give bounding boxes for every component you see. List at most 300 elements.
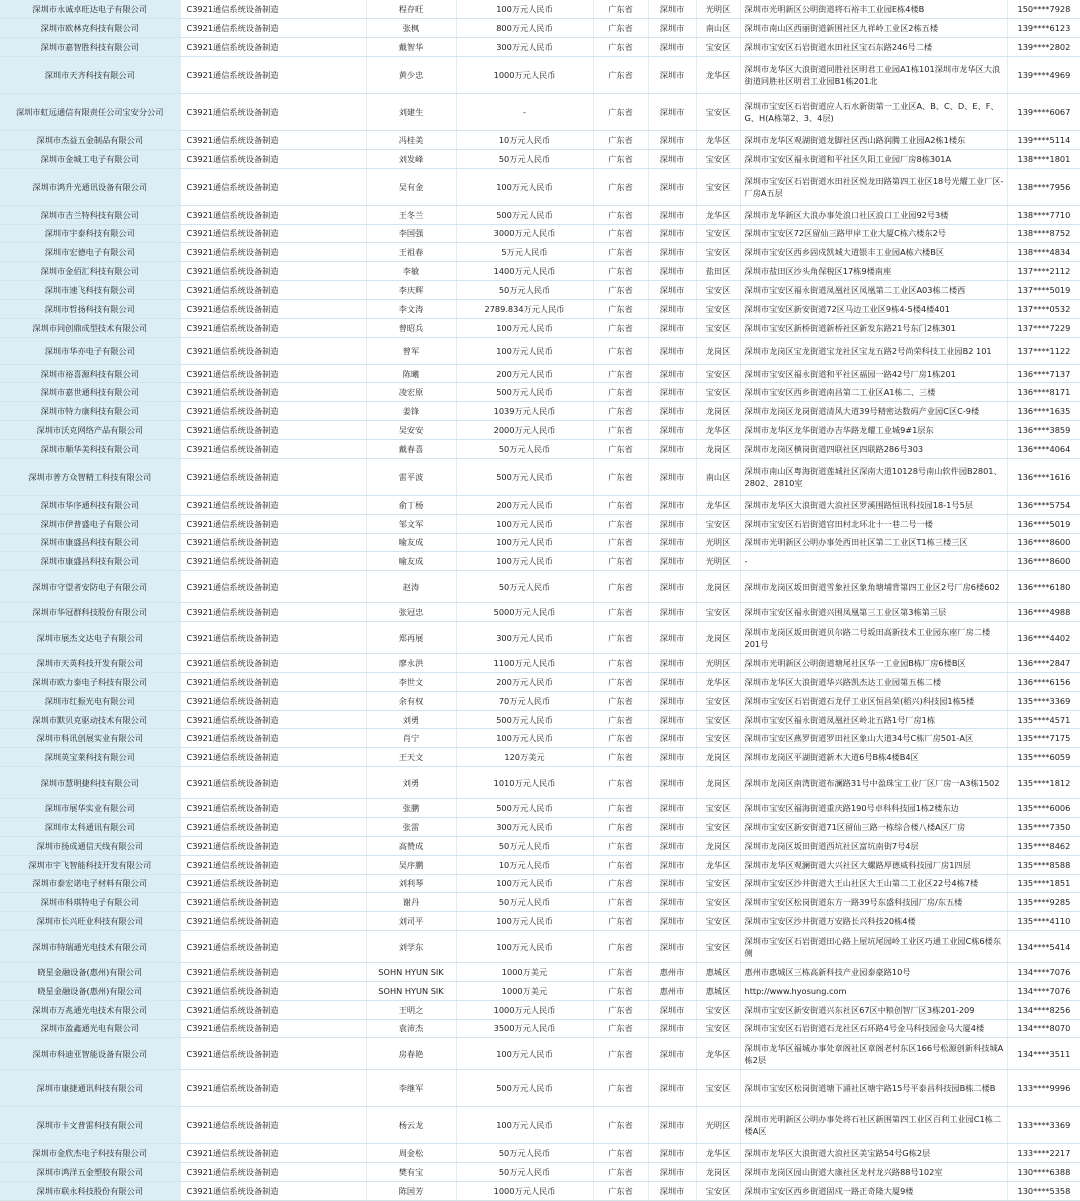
cell-district: 宝安区 — [696, 874, 740, 893]
cell-company: 深圳市金佰汇科技有限公司 — [0, 262, 180, 281]
cell-capital: 1000万元人民币 — [456, 1182, 593, 1201]
cell-company: 深圳市太科通讯有限公司 — [0, 817, 180, 836]
cell-company: 深圳市康盛昌科技有限公司 — [0, 533, 180, 552]
cell-capital: - — [456, 94, 593, 131]
cell-phone: 136****6180 — [1007, 571, 1080, 603]
cell-person: 袁沛杰 — [366, 1019, 456, 1038]
cell-city: 深圳市 — [648, 19, 696, 38]
table-row — [0, 402, 1080, 421]
cell-capital: 100万元人民币 — [456, 912, 593, 931]
cell-person: 刘勇 — [366, 710, 456, 729]
cell-phone: 136****8171 — [1007, 383, 1080, 402]
cell-city: 深圳市 — [648, 691, 696, 710]
cell-industry: C3921通信系统设备制造 — [180, 299, 366, 318]
cell-industry: C3921通信系统设备制造 — [180, 364, 366, 383]
cell-capital: 50万元人民币 — [456, 836, 593, 855]
cell-phone: 150****7928 — [1007, 0, 1080, 19]
cell-address: 深圳市龙华区龙华街道办吉华路龙耀工业城9#1层东 — [740, 421, 1007, 440]
table-row — [0, 299, 1080, 318]
table-row — [0, 552, 1080, 571]
cell-province: 广东省 — [593, 364, 648, 383]
cell-capital: 50万元人民币 — [456, 571, 593, 603]
cell-capital: 100万元人民币 — [456, 552, 593, 571]
cell-phone: 134****3511 — [1007, 1038, 1080, 1070]
table-row — [0, 767, 1080, 799]
cell-industry: C3921通信系统设备制造 — [180, 855, 366, 874]
table-row — [0, 262, 1080, 281]
cell-company: 深圳市杰益五金制品有限公司 — [0, 131, 180, 150]
cell-district: 惠城区 — [696, 981, 740, 1000]
cell-phone: 135****6006 — [1007, 799, 1080, 818]
cell-address: 深圳市宝安区新安街道71区留仙三路一栋综合楼八楼A区厂房 — [740, 817, 1007, 836]
cell-capital: 100万元人民币 — [456, 931, 593, 963]
cell-address: 深圳市宝安区福永街道凤凰社区岭北五路1号厂房1栋 — [740, 710, 1007, 729]
cell-industry: C3921通信系统设备制造 — [180, 337, 366, 364]
cell-person: 程存旺 — [366, 0, 456, 19]
cell-city: 深圳市 — [648, 168, 696, 205]
cell-city: 深圳市 — [648, 1038, 696, 1070]
cell-city: 深圳市 — [648, 402, 696, 421]
cell-province: 广东省 — [593, 691, 648, 710]
cell-district: 宝安区 — [696, 931, 740, 963]
cell-phone: 136****7137 — [1007, 364, 1080, 383]
cell-person: 刘学东 — [366, 931, 456, 963]
table-row — [0, 514, 1080, 533]
cell-company: 深圳市守望者安防电子有限公司 — [0, 571, 180, 603]
cell-district: 龙华区 — [696, 672, 740, 691]
cell-city: 深圳市 — [648, 57, 696, 94]
cell-district: 宝安区 — [696, 364, 740, 383]
cell-city: 深圳市 — [648, 149, 696, 168]
cell-person: 刘勇 — [366, 767, 456, 799]
cell-address: 深圳市宝安区石岩街道水田社区悦龙田路第四工业区18号光耀工业厂区-厂房A五层 — [740, 168, 1007, 205]
cell-person: 戴智华 — [366, 38, 456, 57]
cell-district: 龙岗区 — [696, 748, 740, 767]
cell-person: 李世文 — [366, 672, 456, 691]
cell-capital: 2789.834万元人民币 — [456, 299, 593, 318]
cell-city: 深圳市 — [648, 421, 696, 440]
cell-district: 龙华区 — [696, 1144, 740, 1163]
cell-industry: C3921通信系统设备制造 — [180, 281, 366, 300]
table-row — [0, 168, 1080, 205]
table-row — [0, 729, 1080, 748]
table-row — [0, 131, 1080, 150]
cell-company: 晓星金融设备(惠州)有限公司 — [0, 963, 180, 982]
cell-phone: 136****2847 — [1007, 654, 1080, 673]
table-row — [0, 205, 1080, 224]
cell-district: 龙华区 — [696, 421, 740, 440]
cell-address: 深圳市宝安区西乡街道固戍一路正奇隆大厦9楼 — [740, 1182, 1007, 1201]
cell-city: 深圳市 — [648, 205, 696, 224]
cell-person: 黄少忠 — [366, 57, 456, 94]
cell-address: 深圳市宝安区松岗街道塘下涌社区塘宇路15号平泰昌科技园B栋二楼B — [740, 1070, 1007, 1107]
cell-person: SOHN HYUN SIK — [366, 981, 456, 1000]
cell-district: 宝安区 — [696, 912, 740, 931]
table-row — [0, 1144, 1080, 1163]
table-row — [0, 458, 1080, 495]
cell-phone: 134****7076 — [1007, 981, 1080, 1000]
table-row — [0, 931, 1080, 963]
cell-capital: 2000万元人民币 — [456, 421, 593, 440]
cell-person: 喻友成 — [366, 552, 456, 571]
cell-address: 深圳市龙岗区横岗街道四联社区四联路286号303 — [740, 440, 1007, 459]
cell-province: 广东省 — [593, 874, 648, 893]
cell-capital: 200万元人民币 — [456, 495, 593, 514]
cell-address: 深圳市宝安区福永街道和平社区福园一路42号厂房1栋201 — [740, 364, 1007, 383]
cell-person: 王祖春 — [366, 243, 456, 262]
table-row — [0, 1038, 1080, 1070]
cell-address: 深圳市南山区粤海街道莲城社区深南大道10128号南山软件园B2801、2802、2810室 — [740, 458, 1007, 495]
table-row — [0, 1070, 1080, 1107]
cell-district: 龙岗区 — [696, 1163, 740, 1182]
cell-province: 广东省 — [593, 421, 648, 440]
table-row — [0, 224, 1080, 243]
table-row — [0, 893, 1080, 912]
cell-capital: 50万元人民币 — [456, 281, 593, 300]
cell-person: 周金松 — [366, 1144, 456, 1163]
table-row — [0, 981, 1080, 1000]
cell-industry: C3921通信系统设备制造 — [180, 571, 366, 603]
cell-address: 深圳市龙华区观湖街道龙脚社区西山路润腾工业园A2栋1楼东 — [740, 131, 1007, 150]
cell-address: 深圳市龙华区大浪街道大浪社区罗溪围路恒讯科技园18-1号5层 — [740, 495, 1007, 514]
cell-company: 深圳市盈鑫通光电有限公司 — [0, 1019, 180, 1038]
cell-district: 光明区 — [696, 1107, 740, 1144]
cell-phone: 139****4969 — [1007, 57, 1080, 94]
cell-industry: C3921通信系统设备制造 — [180, 729, 366, 748]
cell-district: 龙华区 — [696, 1038, 740, 1070]
cell-capital: 10万元人民币 — [456, 855, 593, 874]
cell-phone: 135****1851 — [1007, 874, 1080, 893]
cell-person: 高赞成 — [366, 836, 456, 855]
cell-phone: 136****1616 — [1007, 458, 1080, 495]
cell-capital: 500万元人民币 — [456, 205, 593, 224]
cell-person: 凌宏原 — [366, 383, 456, 402]
cell-city: 深圳市 — [648, 1182, 696, 1201]
table-row — [0, 149, 1080, 168]
cell-company: 深圳市欧林克科技有限公司 — [0, 19, 180, 38]
cell-phone: 135****4110 — [1007, 912, 1080, 931]
cell-industry: C3921通信系统设备制造 — [180, 1000, 366, 1019]
cell-district: 南山区 — [696, 19, 740, 38]
cell-address: http://www.hyosung.com — [740, 981, 1007, 1000]
cell-province: 广东省 — [593, 571, 648, 603]
cell-city: 深圳市 — [648, 571, 696, 603]
cell-city: 深圳市 — [648, 337, 696, 364]
cell-province: 广东省 — [593, 963, 648, 982]
cell-capital: 1039万元人民币 — [456, 402, 593, 421]
cell-phone: 130****5358 — [1007, 1182, 1080, 1201]
table-row — [0, 710, 1080, 729]
cell-city: 深圳市 — [648, 767, 696, 799]
cell-industry: C3921通信系统设备制造 — [180, 1107, 366, 1144]
cell-industry: C3921通信系统设备制造 — [180, 421, 366, 440]
table-row — [0, 672, 1080, 691]
cell-city: 惠州市 — [648, 981, 696, 1000]
cell-address: 惠州市惠城区三栋高新科技产业园泰豪路10号 — [740, 963, 1007, 982]
cell-district: 光明区 — [696, 533, 740, 552]
cell-industry: C3921通信系统设备制造 — [180, 440, 366, 459]
cell-district: 光明区 — [696, 0, 740, 19]
cell-person: 王冬兰 — [366, 205, 456, 224]
cell-industry: C3921通信系统设备制造 — [180, 622, 366, 654]
cell-person: 雷平波 — [366, 458, 456, 495]
cell-company: 深圳市红振光电有限公司 — [0, 691, 180, 710]
table-row — [0, 691, 1080, 710]
cell-capital: 1010万元人民币 — [456, 767, 593, 799]
table-row — [0, 855, 1080, 874]
cell-address: 深圳市龙岗区坂田街道西坑社区富坑南街7号4层 — [740, 836, 1007, 855]
cell-address: 深圳市宝安区燕罗街道罗田社区象山大道34号C栋厂房501-A区 — [740, 729, 1007, 748]
cell-address: 深圳市宝安区福永街道兴围凤凰第三工业区第3栋第三层 — [740, 603, 1007, 622]
table-row — [0, 421, 1080, 440]
cell-city: 深圳市 — [648, 299, 696, 318]
cell-industry: C3921通信系统设备制造 — [180, 262, 366, 281]
cell-district: 宝安区 — [696, 281, 740, 300]
cell-person: 吴序鹏 — [366, 855, 456, 874]
cell-address: 深圳市龙岗区坂田街道贝尔路二号坂田高新技术工业园东座厂房二楼201号 — [740, 622, 1007, 654]
cell-city: 深圳市 — [648, 383, 696, 402]
cell-capital: 100万元人民币 — [456, 318, 593, 337]
cell-phone: 138****4834 — [1007, 243, 1080, 262]
cell-person: 房春艳 — [366, 1038, 456, 1070]
cell-person: 姜锋 — [366, 402, 456, 421]
cell-district: 宝安区 — [696, 299, 740, 318]
cell-district: 宝安区 — [696, 94, 740, 131]
cell-city: 深圳市 — [648, 799, 696, 818]
cell-person: 李国强 — [366, 224, 456, 243]
cell-industry: C3921通信系统设备制造 — [180, 912, 366, 931]
cell-district: 宝安区 — [696, 817, 740, 836]
cell-district: 宝安区 — [696, 149, 740, 168]
cell-industry: C3921通信系统设备制造 — [180, 205, 366, 224]
cell-person: 肖宁 — [366, 729, 456, 748]
cell-province: 广东省 — [593, 1070, 648, 1107]
cell-capital: 100万元人民币 — [456, 337, 593, 364]
cell-industry: C3921通信系统设备制造 — [180, 1019, 366, 1038]
cell-company: 深圳市科讯创展实业有限公司 — [0, 729, 180, 748]
cell-city: 深圳市 — [648, 672, 696, 691]
cell-phone: 135****4571 — [1007, 710, 1080, 729]
cell-city: 深圳市 — [648, 0, 696, 19]
cell-address: 深圳市光明新区公明办事处西田社区第二工业区T1栋三楼三区 — [740, 533, 1007, 552]
cell-industry: C3921通信系统设备制造 — [180, 1144, 366, 1163]
cell-phone: 138****7710 — [1007, 205, 1080, 224]
cell-person: 张枫 — [366, 19, 456, 38]
cell-person: 刘利琴 — [366, 874, 456, 893]
cell-district: 龙岗区 — [696, 402, 740, 421]
cell-district: 宝安区 — [696, 799, 740, 818]
cell-address: 深圳市龙华区大浪街道大浪社区美宝路54号G栋2层 — [740, 1144, 1007, 1163]
table-row — [0, 495, 1080, 514]
cell-capital: 100万元人民币 — [456, 514, 593, 533]
cell-company: 深圳市扬成通信天线有限公司 — [0, 836, 180, 855]
cell-district: 宝安区 — [696, 168, 740, 205]
cell-company: 深圳市华亦电子有限公司 — [0, 337, 180, 364]
cell-address: 深圳市龙岗区南湾街道布澜路31号中盈珠宝工业厂区厂房一A3栋1502 — [740, 767, 1007, 799]
cell-industry: C3921通信系统设备制造 — [180, 243, 366, 262]
cell-address: 深圳市龙岗区宝龙街道宝龙社区宝龙五路2号尚荣科技工业园B2 101 — [740, 337, 1007, 364]
cell-industry: C3921通信系统设备制造 — [180, 931, 366, 963]
cell-city: 深圳市 — [648, 710, 696, 729]
table-row — [0, 836, 1080, 855]
table-row — [0, 912, 1080, 931]
cell-industry: C3921通信系统设备制造 — [180, 817, 366, 836]
cell-capital: 1000万美元 — [456, 981, 593, 1000]
cell-city: 惠州市 — [648, 963, 696, 982]
cell-phone: 138****7956 — [1007, 168, 1080, 205]
cell-person: 李继军 — [366, 1070, 456, 1107]
cell-capital: 100万元人民币 — [456, 1038, 593, 1070]
cell-phone: 135****1812 — [1007, 767, 1080, 799]
cell-company: 深圳市科琪特电子有限公司 — [0, 893, 180, 912]
cell-person: 俞丁杨 — [366, 495, 456, 514]
cell-city: 深圳市 — [648, 131, 696, 150]
cell-industry: C3921通信系统设备制造 — [180, 402, 366, 421]
cell-company: 深圳市长兴旺业科技有限公司 — [0, 912, 180, 931]
cell-district: 龙岗区 — [696, 836, 740, 855]
cell-person: 李庆辉 — [366, 281, 456, 300]
cell-province: 广东省 — [593, 0, 648, 19]
table-row — [0, 281, 1080, 300]
table-row — [0, 57, 1080, 94]
cell-capital: 100万元人民币 — [456, 168, 593, 205]
cell-capital: 100万元人民币 — [456, 729, 593, 748]
cell-person: 冯桂美 — [366, 131, 456, 150]
cell-phone: 135****9285 — [1007, 893, 1080, 912]
table-row — [0, 337, 1080, 364]
cell-address: 深圳市宝安区福海街道重庆路190号卓科科技园1栋2楼东边 — [740, 799, 1007, 818]
cell-capital: 300万元人民币 — [456, 817, 593, 836]
cell-company: 深圳市金城工电子有限公司 — [0, 149, 180, 168]
cell-phone: 136****3859 — [1007, 421, 1080, 440]
cell-phone: 135****8462 — [1007, 836, 1080, 855]
cell-province: 广东省 — [593, 243, 648, 262]
cell-person: 张冠忠 — [366, 603, 456, 622]
cell-district: 宝安区 — [696, 1019, 740, 1038]
cell-province: 广东省 — [593, 748, 648, 767]
cell-city: 深圳市 — [648, 817, 696, 836]
cell-capital: 120万美元 — [456, 748, 593, 767]
cell-industry: C3921通信系统设备制造 — [180, 383, 366, 402]
cell-province: 广东省 — [593, 767, 648, 799]
cell-province: 广东省 — [593, 19, 648, 38]
cell-province: 广东省 — [593, 514, 648, 533]
cell-city: 深圳市 — [648, 748, 696, 767]
cell-district: 龙岗区 — [696, 337, 740, 364]
cell-company: 深圳市同创鼎成型技术有限公司 — [0, 318, 180, 337]
cell-province: 广东省 — [593, 224, 648, 243]
cell-province: 广东省 — [593, 205, 648, 224]
cell-capital: 1400万元人民币 — [456, 262, 593, 281]
cell-company: 深圳英宝莱科技有限公司 — [0, 748, 180, 767]
cell-phone: 136****8600 — [1007, 552, 1080, 571]
cell-industry: C3921通信系统设备制造 — [180, 57, 366, 94]
cell-person: 吴安安 — [366, 421, 456, 440]
cell-city: 深圳市 — [648, 94, 696, 131]
cell-address: 深圳市宝安区新安街道兴东社区67区中粮创智厂区3栋201-209 — [740, 1000, 1007, 1019]
cell-person: 戴春喜 — [366, 440, 456, 459]
cell-district: 龙岗区 — [696, 571, 740, 603]
cell-address: 深圳市宝安区松岗街道东方一路39号东盛科技园厂房/东五楼 — [740, 893, 1007, 912]
cell-capital: 1000万美元 — [456, 963, 593, 982]
cell-city: 深圳市 — [648, 1070, 696, 1107]
table-row — [0, 364, 1080, 383]
cell-address: - — [740, 552, 1007, 571]
table-row — [0, 19, 1080, 38]
cell-industry: C3921通信系统设备制造 — [180, 318, 366, 337]
cell-city: 深圳市 — [648, 38, 696, 57]
cell-company: 深圳市顺华美科技有限公司 — [0, 440, 180, 459]
cell-province: 广东省 — [593, 1144, 648, 1163]
cell-company: 深圳市康捷通讯科技有限公司 — [0, 1070, 180, 1107]
cell-district: 宝安区 — [696, 318, 740, 337]
cell-industry: C3921通信系统设备制造 — [180, 672, 366, 691]
cell-person: 郑再展 — [366, 622, 456, 654]
cell-province: 广东省 — [593, 299, 648, 318]
cell-phone: 136****4988 — [1007, 603, 1080, 622]
cell-city: 深圳市 — [648, 318, 696, 337]
cell-phone: 135****6059 — [1007, 748, 1080, 767]
cell-company: 深圳市展杰文达电子有限公司 — [0, 622, 180, 654]
cell-industry: C3921通信系统设备制造 — [180, 0, 366, 19]
cell-province: 广东省 — [593, 1019, 648, 1038]
cell-city: 深圳市 — [648, 262, 696, 281]
cell-city: 深圳市 — [648, 281, 696, 300]
cell-city: 深圳市 — [648, 1019, 696, 1038]
cell-province: 广东省 — [593, 57, 648, 94]
cell-company: 深圳市联永科技股份有限公司 — [0, 1182, 180, 1201]
cell-company: 深圳市科迪亚智能设备有限公司 — [0, 1038, 180, 1070]
cell-district: 宝安区 — [696, 691, 740, 710]
cell-address: 深圳市宝安区福永街道凤凰社区凤凰第二工业区A03栋二楼西 — [740, 281, 1007, 300]
cell-phone: 133****2217 — [1007, 1144, 1080, 1163]
cell-district: 光明区 — [696, 552, 740, 571]
table-row — [0, 748, 1080, 767]
cell-address: 深圳市龙华区大浪街道华兴路凯杰达工业园第五栋二楼 — [740, 672, 1007, 691]
cell-capital: 100万元人民币 — [456, 0, 593, 19]
cell-address: 深圳市龙华新区大浪办事处浪口社区浪口工业园92号3楼 — [740, 205, 1007, 224]
cell-capital: 3500万元人民币 — [456, 1019, 593, 1038]
cell-industry: C3921通信系统设备制造 — [180, 963, 366, 982]
cell-company: 深圳市虹远通信有限责任公司宝安分公司 — [0, 94, 180, 131]
cell-province: 广东省 — [593, 855, 648, 874]
cell-industry: C3921通信系统设备制造 — [180, 495, 366, 514]
table-row — [0, 622, 1080, 654]
cell-city: 深圳市 — [648, 1107, 696, 1144]
cell-industry: C3921通信系统设备制造 — [180, 767, 366, 799]
cell-company: 深圳市欧力泰电子科技有限公司 — [0, 672, 180, 691]
cell-city: 深圳市 — [648, 552, 696, 571]
cell-district: 龙华区 — [696, 205, 740, 224]
cell-address: 深圳市南山区西丽街道新围社区九祥岭工业区2栋五楼 — [740, 19, 1007, 38]
cell-province: 广东省 — [593, 383, 648, 402]
cell-person: 李文涛 — [366, 299, 456, 318]
cell-province: 广东省 — [593, 817, 648, 836]
cell-address: 深圳市龙岗区龙岗街道清风大道39号精密达数码产业园C区C-9楼 — [740, 402, 1007, 421]
cell-city: 深圳市 — [648, 495, 696, 514]
cell-company: 深圳市华序通科技有限公司 — [0, 495, 180, 514]
cell-city: 深圳市 — [648, 458, 696, 495]
cell-city: 深圳市 — [648, 603, 696, 622]
cell-person: 张鹏 — [366, 799, 456, 818]
cell-industry: C3921通信系统设备制造 — [180, 149, 366, 168]
cell-address: 深圳市宝安区石岩街道水田社区宝石东路246号二楼 — [740, 38, 1007, 57]
cell-city: 深圳市 — [648, 855, 696, 874]
cell-province: 广东省 — [593, 168, 648, 205]
cell-address: 深圳市宝安区西乡街道南昌第二工业区A1栋二、三楼 — [740, 383, 1007, 402]
table-row — [0, 799, 1080, 818]
cell-capital: 3000万元人民币 — [456, 224, 593, 243]
